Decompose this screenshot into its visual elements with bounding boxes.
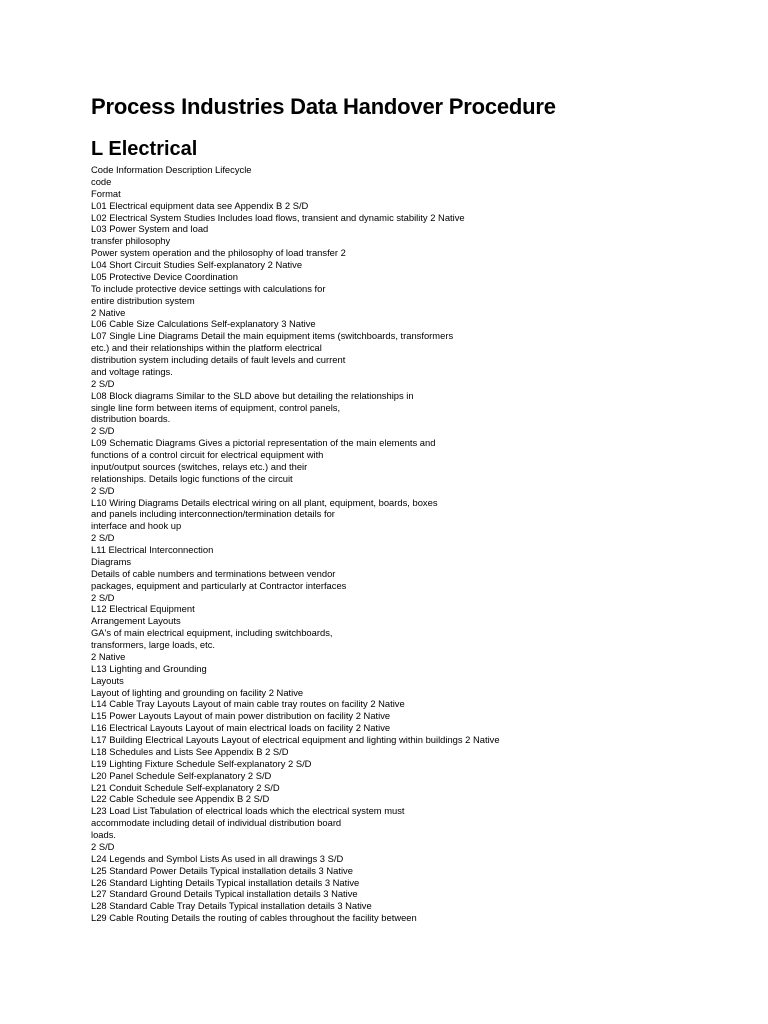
text-line: 2 S/D [91, 840, 115, 852]
text-line: L29 Cable Routing Details the routing of cables throughout the facility between [91, 912, 417, 924]
text-line: etc.) and their relationships within the platform electrical [91, 342, 322, 354]
text-line: Diagrams [91, 555, 132, 567]
text-line: Arrangement Layouts [91, 615, 181, 627]
document-body [91, 164, 751, 924]
text-line: single line form between items of equipment, control panels, [91, 401, 341, 413]
text-line: L04 Short Circuit Studies Self-explanatory 2 Native [91, 259, 303, 270]
text-line: entire distribution system [91, 294, 195, 306]
text-line: 2 S/D [91, 377, 115, 389]
text-line: L12 Electrical Equipment [91, 603, 195, 615]
text-line: Code Information Description Lifecycle [91, 164, 252, 175]
text-line: L27 Standard Ground Details Typical installation details 3 Native [91, 888, 358, 900]
text-line: distribution system including details of fault levels and current [91, 354, 346, 365]
text-line: L26 Standard Lighting Details Typical installation details 3 Native [91, 876, 360, 888]
document-title: Process Industries Data Handover Procedure [91, 94, 556, 119]
text-line: Details of cable numbers and terminations between vendor [91, 567, 336, 579]
text-line: 2 Native [91, 650, 126, 662]
text-line: interface and hook up [91, 520, 182, 532]
text-line: L03 Power System and load [91, 223, 209, 235]
text-line: Power system operation and the philosophy of load transfer 2 [91, 247, 346, 259]
text-line: L25 Standard Power Details Typical installation details 3 Native [91, 864, 353, 876]
text-line: loads. [91, 829, 117, 840]
text-line: 2 Native [91, 306, 126, 318]
text-line: accommodate including detail of individual distribution board [91, 817, 342, 829]
text-line: Layout of lighting and grounding on facility 2 Native [91, 686, 304, 698]
text-line: L19 Lighting Fixture Schedule Self-explanatory 2 S/D [91, 757, 312, 769]
text-line: L10 Wiring Diagrams Details electrical wiring on all plant, equipment, boards, boxes [91, 496, 438, 508]
text-line: 2 S/D [91, 591, 115, 603]
text-line: L28 Standard Cable Tray Details Typical installation details 3 Native [91, 900, 372, 912]
text-line: L15 Power Layouts Layout of main power distribution on facility 2 Native [91, 710, 391, 722]
text-line: L06 Cable Size Calculations Self-explanatory 3 Native [91, 318, 316, 330]
text-line: L17 Building Electrical Layouts Layout of electrical equipment and lighting within buildings 2 Native [91, 734, 500, 745]
text-line: L11 Electrical Interconnection [91, 544, 214, 555]
text-line: L01 Electrical equipment data see Appendix B 2 S/D [91, 199, 309, 211]
text-line: Layouts [91, 674, 124, 686]
text-line: transfer philosophy [91, 235, 171, 247]
text-line: 2 S/D [91, 484, 115, 496]
text-line: L05 Protective Device Coordination [91, 270, 238, 282]
text-line: L07 Single Line Diagrams Detail the main equipment items (switchboards, transformers [91, 330, 454, 342]
text-line: 2 S/D [91, 425, 115, 437]
text-line: transformers, large loads, etc. [91, 639, 216, 650]
text-line: distribution boards. [91, 413, 171, 425]
text-line: L21 Conduit Schedule Self-explanatory 2 S/D [91, 781, 280, 793]
text-line: L24 Legends and Symbol Lists As used in all drawings 3 S/D [91, 852, 344, 864]
text-line: packages, equipment and particularly at Contractor interfaces [91, 579, 347, 591]
text-line: input/output sources (switches, relays etc.) and their [91, 460, 308, 472]
text-line: L14 Cable Tray Layouts Layout of main cable tray routes on facility 2 Native [91, 698, 405, 710]
text-line: GA's of main electrical equipment, including switchboards, [91, 627, 333, 639]
text-line: L20 Panel Schedule Self-explanatory 2 S/D [91, 769, 272, 781]
text-line: Format [91, 187, 121, 199]
text-line: L22 Cable Schedule see Appendix B 2 S/D [91, 793, 270, 805]
text-line: code [91, 175, 112, 187]
text-line: and panels including interconnection/termination details for [91, 508, 335, 520]
text-line: functions of a control circuit for electrical equipment with [91, 449, 324, 460]
text-line: To include protective device settings with calculations for [91, 282, 326, 294]
text-line: 2 S/D [91, 532, 115, 544]
text-line: L13 Lighting and Grounding [91, 662, 207, 674]
text-line: L08 Block diagrams Similar to the SLD above but detailing the relationships in [91, 389, 414, 401]
text-line: and voltage ratings. [91, 365, 173, 377]
document-page [91, 92, 751, 924]
text-line: L16 Electrical Layouts Layout of main electrical loads on facility 2 Native [91, 722, 391, 734]
text-line: L23 Load List Tabulation of electrical loads which the electrical system must [91, 805, 405, 817]
section-heading: L Electrical [91, 138, 198, 160]
text-line: L18 Schedules and Lists See Appendix B 2 S/D [91, 745, 289, 757]
text-line: relationships. Details logic functions of the circuit [91, 472, 293, 484]
text-line: L09 Schematic Diagrams Gives a pictorial representation of the main elements and [91, 437, 436, 449]
text-line: L02 Electrical System Studies Includes load flows, transient and dynamic stability 2 Native [91, 211, 465, 223]
